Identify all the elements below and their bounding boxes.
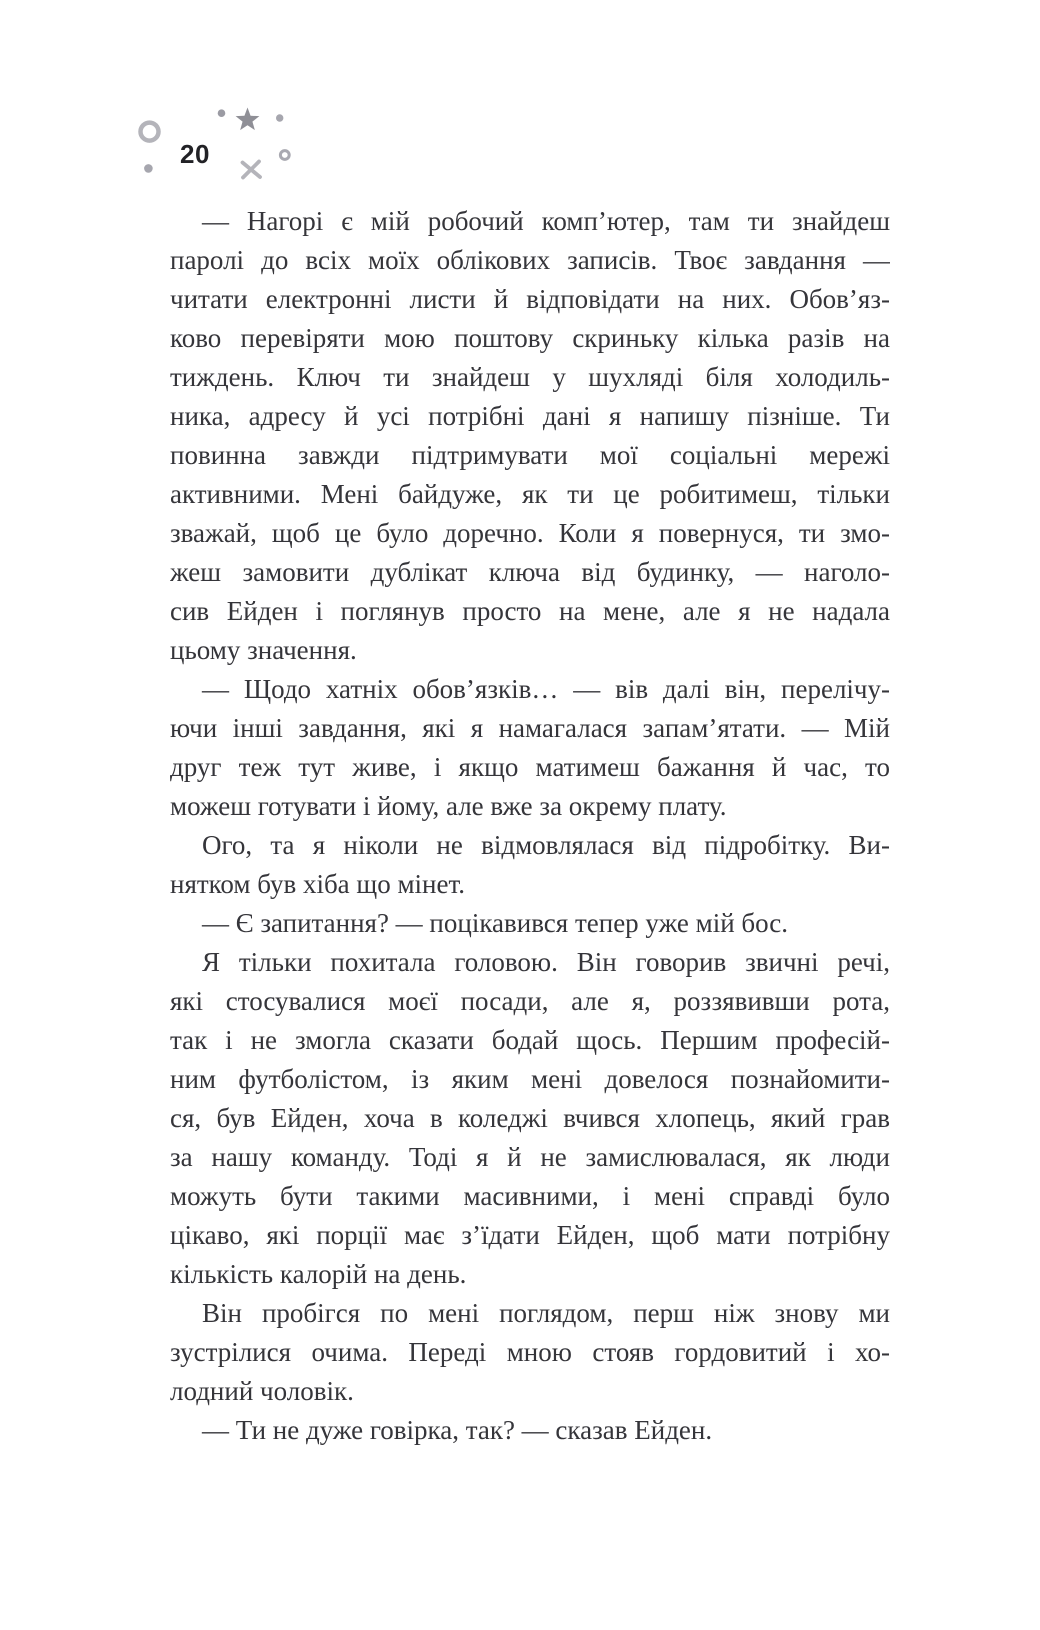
text-line: ника, адресу й усі потрібні дані я напишу пізніше. Ти [170,401,890,431]
star-icon [236,108,260,131]
text-line: повинна завжди підтримувати мої соціальні мережі [170,440,890,470]
text-line: нятком був хіба що мінет. [170,869,465,899]
dot-doodle-tiny [218,109,226,117]
paragraph [170,904,890,943]
paragraph [170,1294,890,1411]
text-line: можеш готувати і йому, але вже за окрему плату. [170,791,727,821]
text-line: Ого, та я ніколи не відмовлялася від підробітку. Ви- [202,830,890,860]
text-line: ним футболістом, із яким мені довелося познайомити- [170,1064,890,1094]
text-line: Він пробігся по мені поглядом, перш ніж знову ми [202,1298,890,1328]
text-line: тиждень. Ключ ти знайдеш у шухляді біля холодиль- [170,362,890,392]
text-line: ся, був Ейден, хоча в коледжі вчився хлопець, який грав [170,1103,890,1133]
text-line: лодний чоловік. [170,1376,354,1406]
text-line: які стосувалися моєї посади, але я, роззявивши рота, [170,986,890,1016]
text-line: так і не змогла сказати бодай щось. Першим професій- [170,1025,890,1055]
text-line: — Ти не дуже говірка, так? — сказав Ейден. [202,1415,713,1445]
text-line: жеш замовити дублікат ключа від будинку, — наголо- [170,557,890,587]
text-line: — Щодо хатніх обов’язків… — вів далі він, перелічу- [202,674,890,704]
decorative-doodles [120,95,310,190]
text-line: — Нагорі є мій робочий комп’ютер, там ти знайдеш [202,206,890,236]
text-line: за нашу команду. Тоді я й не замислювалася, як люди [170,1142,890,1172]
dot-doodle-right [276,114,283,121]
paragraph [170,826,890,904]
ring-doodle-small [280,151,289,160]
paragraph [170,943,890,1294]
x-mark-icon [243,162,261,178]
paragraph [170,670,890,826]
text-line: зважай, щоб це було доречно. Коли я повернуся, ти змо- [170,518,890,548]
page-number: 20 [180,139,210,169]
text-line: — Є запитання? — поцікавився тепер уже мій бос. [202,908,789,938]
text-line: кількість калорій на день. [170,1259,467,1289]
text-line: друг теж тут живе, і якщо матимеш бажання й час, то [170,752,890,782]
dot-doodle-small [144,164,153,173]
body-text [170,202,890,1450]
text-line: читати електронні листи й відповідати на них. Обов’яз- [170,284,890,314]
paragraph [170,202,890,670]
text-line: Я тільки похитала головою. Він говорив звичні речі, [202,947,890,977]
text-line: цьому значення. [170,635,357,665]
text-line: ково перевіряти мою поштову скриньку кілька разів на [170,323,890,353]
text-line: цікаво, які порції має з’їдати Ейден, щоб мати потрібну [170,1220,890,1250]
paragraph [170,1411,890,1450]
ring-doodle-large [141,123,159,141]
text-line: активними. Мені байдуже, як ти це робитимеш, тільки [170,479,890,509]
text-line: зустрілися очима. Переді мною стояв гордовитий і хо- [170,1337,890,1367]
text-line: ючи інші завдання, які я намагалася запам’ятати. — Мій [170,713,890,743]
text-line: сив Ейден і поглянув просто на мене, але я не надала [170,596,890,626]
text-line: паролі до всіх моїх облікових записів. Твоє завдання — [170,245,890,275]
text-line: можуть бути такими масивними, і мені справді було [170,1181,890,1211]
